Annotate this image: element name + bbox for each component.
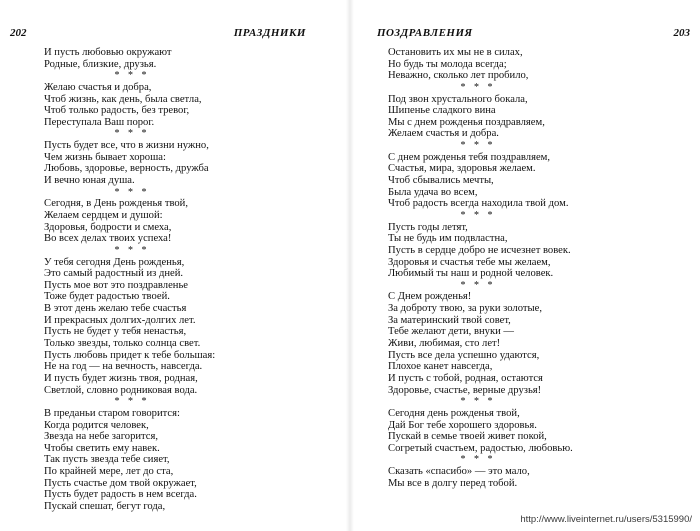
stanza-separator: * * * xyxy=(114,70,150,82)
stanza-separator: * * * xyxy=(114,128,150,140)
verse-line: Мы с днем рожденья поздравляем, xyxy=(388,116,545,128)
verse-line: Пусть все дела успешно удаются, xyxy=(388,349,540,361)
verse-line: Не на год — на вечность, навсегда. xyxy=(44,361,203,373)
verse-line: Пусть счастье дом твой окружает, xyxy=(44,477,197,489)
stanza-separator: * * * xyxy=(114,396,150,408)
verse-line: Остановить их мы не в силах, xyxy=(388,47,523,58)
left-page-text xyxy=(44,47,340,513)
verse-line: И пусть любовью окружают xyxy=(44,47,172,58)
left-page xyxy=(0,0,348,531)
verse-line: И вечно юная душа. xyxy=(44,175,135,187)
right-running-head: ПОЗДРАВЛЕНИЯ xyxy=(377,27,473,39)
verse-line: И пусть будет жизнь твоя, родная, xyxy=(44,372,198,384)
verse-line: Живи, любимая, сто лет! xyxy=(388,338,501,350)
verse-line: Пусть любовь придет к тебе большая: xyxy=(44,349,216,361)
verse-line: Пусть мое вот это поздравленье xyxy=(44,279,188,291)
verse-line: И прекрасных долгих-долгих лет. xyxy=(44,314,196,326)
verse-line: Мы все в долгу перед тобой. xyxy=(388,477,518,489)
verse-line: В этот день желаю тебе счастья xyxy=(44,303,187,315)
verse-line: За доброту твою, за руки золотые, xyxy=(388,303,542,315)
stanza-separator: * * * xyxy=(114,244,150,256)
verse-line: Желаю счастья и добра, xyxy=(44,81,152,93)
verse-line: Здоровья, бодрости и смеха, xyxy=(44,221,172,233)
verse-line: Чтобы светить ему навек. xyxy=(44,442,160,454)
stanza-separator: * * * xyxy=(460,140,496,152)
verse-line: И пусть с тобой, родная, остаются xyxy=(388,372,543,384)
verse-line: Пусть будет все, что в жизни нужно, xyxy=(44,140,209,152)
verse-line: Согретый счастьем, радостью, любовью. xyxy=(388,442,573,454)
watermark-link[interactable]: http://www.liveinternet.ru/users/5315990/ xyxy=(520,514,692,525)
stanza-separator: * * * xyxy=(460,396,496,408)
verse-line: Любовь, здоровье, верность, дружба xyxy=(44,163,209,175)
verse-line: Только звезды, только солнца свет. xyxy=(44,338,201,350)
verse-line: Но будь ты молода всегда; xyxy=(388,58,507,70)
verse-line: Тебе желают дети, внуки — xyxy=(388,326,515,338)
verse-line: Пускай спешат, бегут года, xyxy=(44,500,166,512)
verse-line: Так пусть звезда тебе сияет, xyxy=(44,454,170,466)
verse-line: Желаем счастья и добра. xyxy=(388,128,499,140)
verse-line: За материнский твой совет, xyxy=(388,314,511,326)
verse-line: Плохое канет навсегда, xyxy=(388,361,493,373)
verse-line: Пусть будет радость в нем всегда. xyxy=(44,489,197,501)
stanza-separator: * * * xyxy=(460,279,496,291)
right-page-text xyxy=(388,47,688,489)
left-page-number: 202 xyxy=(10,27,27,39)
verse-line: Неважно, сколько лет пробило, xyxy=(388,70,529,82)
verse-line: Пусть годы летят, xyxy=(388,221,468,233)
verse-line: Здоровья и счастья тебе мы желаем, xyxy=(388,256,551,268)
verse-line: У тебя сегодня День рожденья, xyxy=(44,256,185,268)
verse-line: По крайней мере, лет до ста, xyxy=(44,466,174,478)
verse-line: Пусть не будет у тебя ненастья, xyxy=(44,326,187,338)
verse-line: Светлой, словно родниковая вода. xyxy=(44,384,198,396)
verse-line: Чем жизнь бывает хороша: xyxy=(44,151,166,163)
verse-line: Это самый радостный из дней. xyxy=(44,268,184,280)
verse-line: Желаем сердцем и душой: xyxy=(44,209,163,221)
verse-line: Тоже будет радостью твоей. xyxy=(44,291,170,303)
stanza-separator: * * * xyxy=(460,209,496,221)
verse-line: Была удача во всем, xyxy=(388,186,478,198)
verse-line: Звезда на небе загорится, xyxy=(44,431,159,443)
verse-line: Любимый ты наш и родной человек. xyxy=(388,268,554,280)
verse-line: Пусть в сердце добро не исчезнет вовек. xyxy=(388,244,571,256)
verse-line: Чтоб радость всегда находила твой дом. xyxy=(388,198,569,210)
verse-line: Сегодня, в День рожденья твой, xyxy=(44,198,188,210)
stanza-separator: * * * xyxy=(460,454,496,466)
verse-line: Чтоб жизнь, как день, была светла, xyxy=(44,93,202,105)
verse-line: Шипенье сладкого вина xyxy=(388,105,496,117)
verse-line: Ты не будь им подвластна, xyxy=(388,233,508,245)
verse-line: Чтоб только радость, без тревог, xyxy=(44,105,190,117)
verse-line: Переступала Ваш порог. xyxy=(44,116,155,128)
verse-line: Родные, близкие, друзья. xyxy=(44,58,157,70)
verse-line: Во всех делах твоих успеха! xyxy=(44,233,172,245)
stanza-separator: * * * xyxy=(460,81,496,93)
stanza-separator: * * * xyxy=(114,186,150,198)
verse-line: Когда родится человек, xyxy=(44,419,149,431)
verse-line: С днем рожденья тебя поздравляем, xyxy=(388,151,550,163)
verse-line: Чтоб сбывались мечты, xyxy=(388,175,494,187)
verse-line: Сегодня день рожденья твой, xyxy=(388,407,520,419)
verse-line: Здоровье, счастье, верные друзья! xyxy=(388,384,542,396)
right-page xyxy=(352,0,700,531)
verse-line: С Днем рожденья! xyxy=(388,291,472,303)
right-page-number: 203 xyxy=(673,27,690,39)
verse-line: Дай Бог тебе хорошего здоровья. xyxy=(388,419,537,431)
verse-line: Пускай в семье твоей живет покой, xyxy=(388,431,547,443)
verse-line: Счастья, мира, здоровья желаем. xyxy=(388,163,536,175)
left-running-head: ПРАЗДНИКИ xyxy=(233,27,306,39)
verse-line: Сказать «спасибо» — это мало, xyxy=(388,466,530,478)
verse-line: Под звон хрустального бокала, xyxy=(388,93,528,105)
verse-line: В преданьи старом говорится: xyxy=(44,407,180,419)
